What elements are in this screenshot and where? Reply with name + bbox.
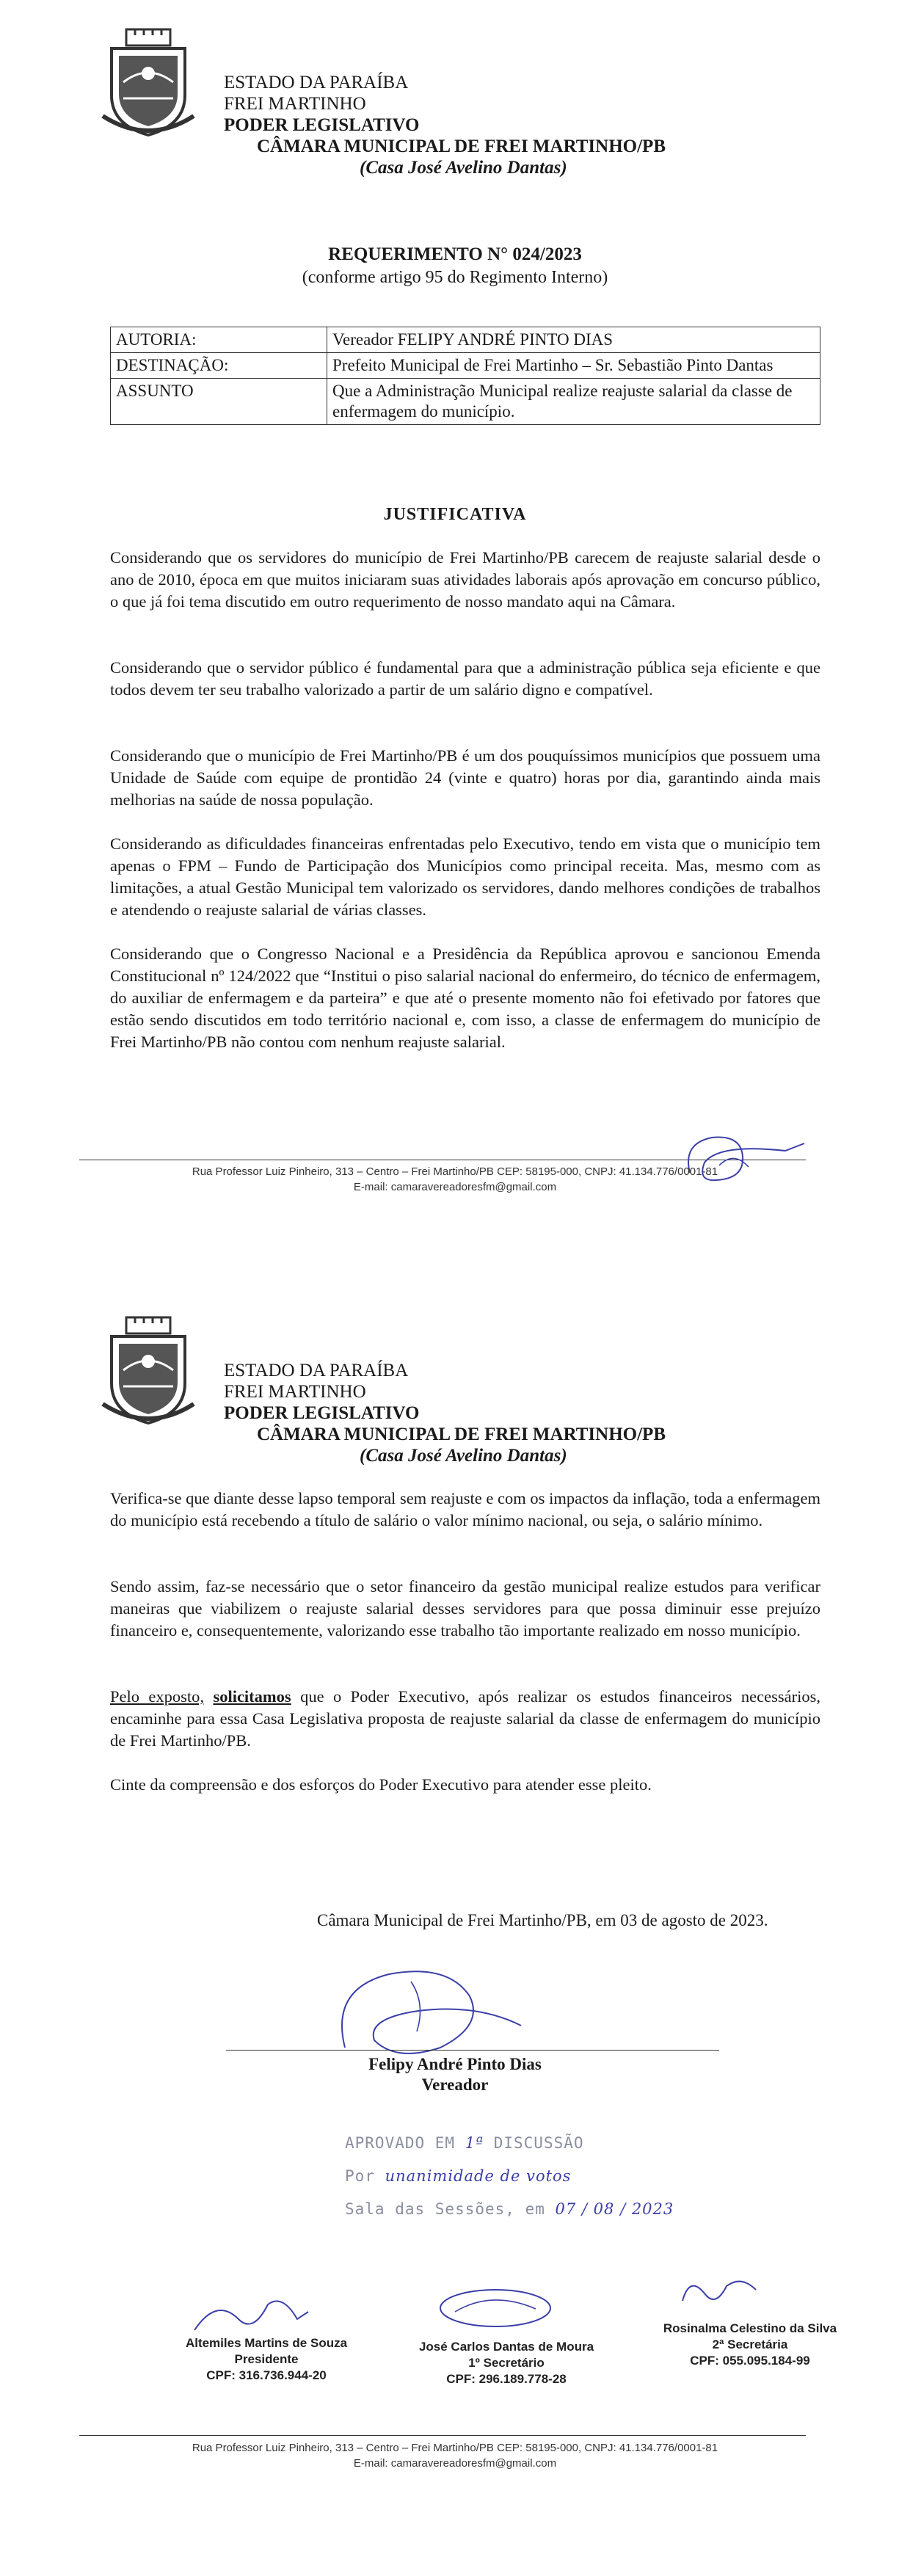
stamp-session-room: Sala das Sessões, em <box>345 2200 545 2218</box>
board-cpf: CPF: 055.095.184-99 <box>690 2354 810 2368</box>
info-value: Que a Administração Municipal realize reajuste salarial da classe de enfermagem do município. <box>327 379 820 425</box>
board-name: Rosinalma Celestino da Silva <box>663 2321 837 2335</box>
paragraph: Verifica-se que diante desse lapso temporal sem reajuste e com os impactos da inflação, toda a enfermagem do município está recebendo a título de salário o valor mínimo nacional, ou seja, o salário mínimo. <box>110 1489 820 1529</box>
signature-rosinalma-icon <box>675 2271 763 2315</box>
paragraph: Considerando que o Congresso Nacional e a Presidência da República aprovou e sancionou Emenda Constitucional nº 124/2022 que “Institui o piso salarial nacional do enfermeiro, do técnico de enfermagem, do auxiliar de enfermagem e da parteira” e que até o presente momento não foi efetivado por fatores que estão sendo discutidos em todo território nacional e, com isso, a classe de enfermagem do município de Frei Martinho/PB não contou com nenhum reajuste salarial. <box>110 945 820 1051</box>
request-rest: que o Poder Executivo, após realizar os estudos financeiros necessários, encaminhe para essa Casa Legislativa proposta de reajuste salarial da classe de enfermagem do município de Frei Martinho/PB. <box>110 1687 821 1750</box>
letterhead-city: FREI MARTINHO <box>224 94 366 114</box>
letterhead-city: FREI MARTINHO <box>224 1382 366 1402</box>
signature-line <box>226 2050 719 2051</box>
letterhead <box>224 1360 666 1466</box>
board-role: Presidente <box>234 2352 299 2366</box>
stamp-line-2 <box>345 2167 571 2185</box>
letterhead-house: (Casa José Avelino Dantas) <box>360 1446 567 1466</box>
letterhead-power: PODER LEGISLATIVO <box>224 115 420 135</box>
closing-paragraph: Cinte da compreensão e dos esforços do Poder Executivo para atender esse pleito. <box>110 1775 652 1794</box>
request-subtitle: (conforme artigo 95 do Regimento Interno) <box>302 268 608 287</box>
letterhead-chamber: CÂMARA MUNICIPAL DE FREI MARTINHO/PB <box>257 1425 666 1444</box>
board-first-secretary <box>400 2339 613 2387</box>
stamp-hand-date: 07 / 08 / 2023 <box>555 2200 674 2218</box>
letterhead-house: (Casa José Avelino Dantas) <box>360 158 567 178</box>
letterhead-power: PODER LEGISLATIVO <box>224 1403 420 1423</box>
footer-address: Rua Professor Luiz Pinheiro, 313 – Centro – Frei Martinho/PB CEP: 58195-000, CNPJ: 41.134.776/0001-81 <box>192 2442 718 2454</box>
board-role: 1º Secretário <box>468 2356 545 2370</box>
board-name: José Carlos Dantas de Moura <box>418 2340 594 2354</box>
signature-altemiles-icon <box>187 2290 312 2341</box>
footer-email: E-mail: camaravereadoresfm@gmail.com <box>353 1181 557 1193</box>
municipal-crest-icon <box>101 28 195 137</box>
info-value: Vereador FELIPY ANDRÉ PINTO DIAS <box>327 327 820 353</box>
footer-address: Rua Professor Luiz Pinheiro, 313 – Centro – Frei Martinho/PB CEP: 58195-000, CNPJ: 41.134.776/0001-81 <box>192 1165 718 1178</box>
table-row <box>111 379 820 425</box>
letterhead-state: ESTADO DA PARAÍBA <box>224 73 409 92</box>
board-president <box>160 2335 373 2384</box>
stamp-approved: APROVADO EM <box>345 2134 456 2152</box>
paragraph: Considerando as dificuldades financeiras enfrentadas pelo Executivo, tendo em vista que o município tem apenas o FPM – Fundo de Participação dos Municípios como principal receita. Mas, mesmo com as limitações, a atual Gestão Municipal tem valorizado os servidores, dando melhores condições de trabalhos e atendendo o reajuste salarial de várias classes. <box>110 834 820 919</box>
request-verb: solicitamos <box>213 1687 291 1706</box>
date-line: Câmara Municipal de Frei Martinho/PB, em 03 de agosto de 2023. <box>317 1911 768 1929</box>
stamp-line-3 <box>345 2200 674 2218</box>
stamp-hand-discussion: 1ª <box>465 2134 484 2152</box>
footer <box>0 1164 910 1195</box>
stamp-hand-unanimous: unanimidade de votos <box>385 2167 572 2185</box>
footer-email: E-mail: camaravereadoresfm@gmail.com <box>353 2457 557 2470</box>
board-cpf: CPF: 296.189.778-28 <box>446 2372 567 2386</box>
board-cpf: CPF: 316.736.944-20 <box>206 2368 327 2382</box>
table-row <box>111 353 820 379</box>
info-key: AUTORIA: <box>111 327 327 353</box>
paragraph: Considerando que o município de Frei Martinho/PB é um dos pouquíssimos municípios que possuem uma Unidade de Saúde com equipe de prontidão 24 (vinte e quatro) horas por dia, garantindo ainda mais melhorias na saúde de nossa população. <box>110 746 820 809</box>
info-value: Prefeito Municipal de Frei Martinho – Sr. Sebastião Pinto Dantas <box>327 353 820 379</box>
paragraph: Considerando que os servidores do município de Frei Martinho/PB carecem de reajuste salarial desde o ano de 2010, época em que muitos iniciaram suas atividades laborais após aprovação em concurso público, o que já foi tema discutido em outro requerimento de nosso mandato aqui na Câmara. <box>110 548 820 611</box>
footer <box>0 2440 910 2471</box>
info-key: DESTINAÇÃO: <box>111 353 327 379</box>
stamp-by: Por <box>345 2167 375 2185</box>
paragraph: Sendo assim, faz-se necessário que o setor financeiro da gestão municipal realize estudos para verificar maneiras que viabilizem o reajuste salarial desses servidores para que possa diminuir esse prejuízo financeiro e, consequentemente, valorizando esse trabalho tão importante realizado em nosso município. <box>110 1577 820 1640</box>
letterhead-chamber: CÂMARA MUNICIPAL DE FREI MARTINHO/PB <box>257 137 666 156</box>
letterhead-state: ESTADO DA PARAÍBA <box>224 1361 409 1380</box>
footer-divider <box>79 2435 806 2436</box>
info-key: ASSUNTO <box>111 379 327 425</box>
board-role: 2ª Secretária <box>712 2337 788 2351</box>
board-name: Altemiles Martins de Souza <box>185 2336 348 2350</box>
signature-felipy-icon <box>330 1960 550 2070</box>
stamp-line-1 <box>345 2134 584 2152</box>
paragraph: Considerando que o servidor público é fundamental para que a administração pública seja eficiente e que todos devem ter seu trabalho valorizado a partir de um salário digno e compatível. <box>110 658 820 699</box>
board-second-secretary <box>640 2321 860 2369</box>
letterhead <box>224 72 666 178</box>
municipal-crest-icon <box>101 1316 195 1425</box>
signatory-role: Vereador <box>421 2075 489 2094</box>
paragraph-request <box>110 1686 820 1752</box>
signature-jose-carlos-icon <box>433 2282 558 2334</box>
request-lead: Pelo exposto, <box>110 1687 205 1706</box>
signatory-name: Felipy André Pinto Dias <box>368 2055 542 2073</box>
table-row <box>111 327 820 353</box>
request-title: REQUERIMENTO N° 024/2023 <box>328 244 582 264</box>
info-table <box>110 327 820 425</box>
justification-heading: JUSTIFICATIVA <box>383 505 527 524</box>
stamp-discussion: DISCUSSÃO <box>493 2134 584 2152</box>
